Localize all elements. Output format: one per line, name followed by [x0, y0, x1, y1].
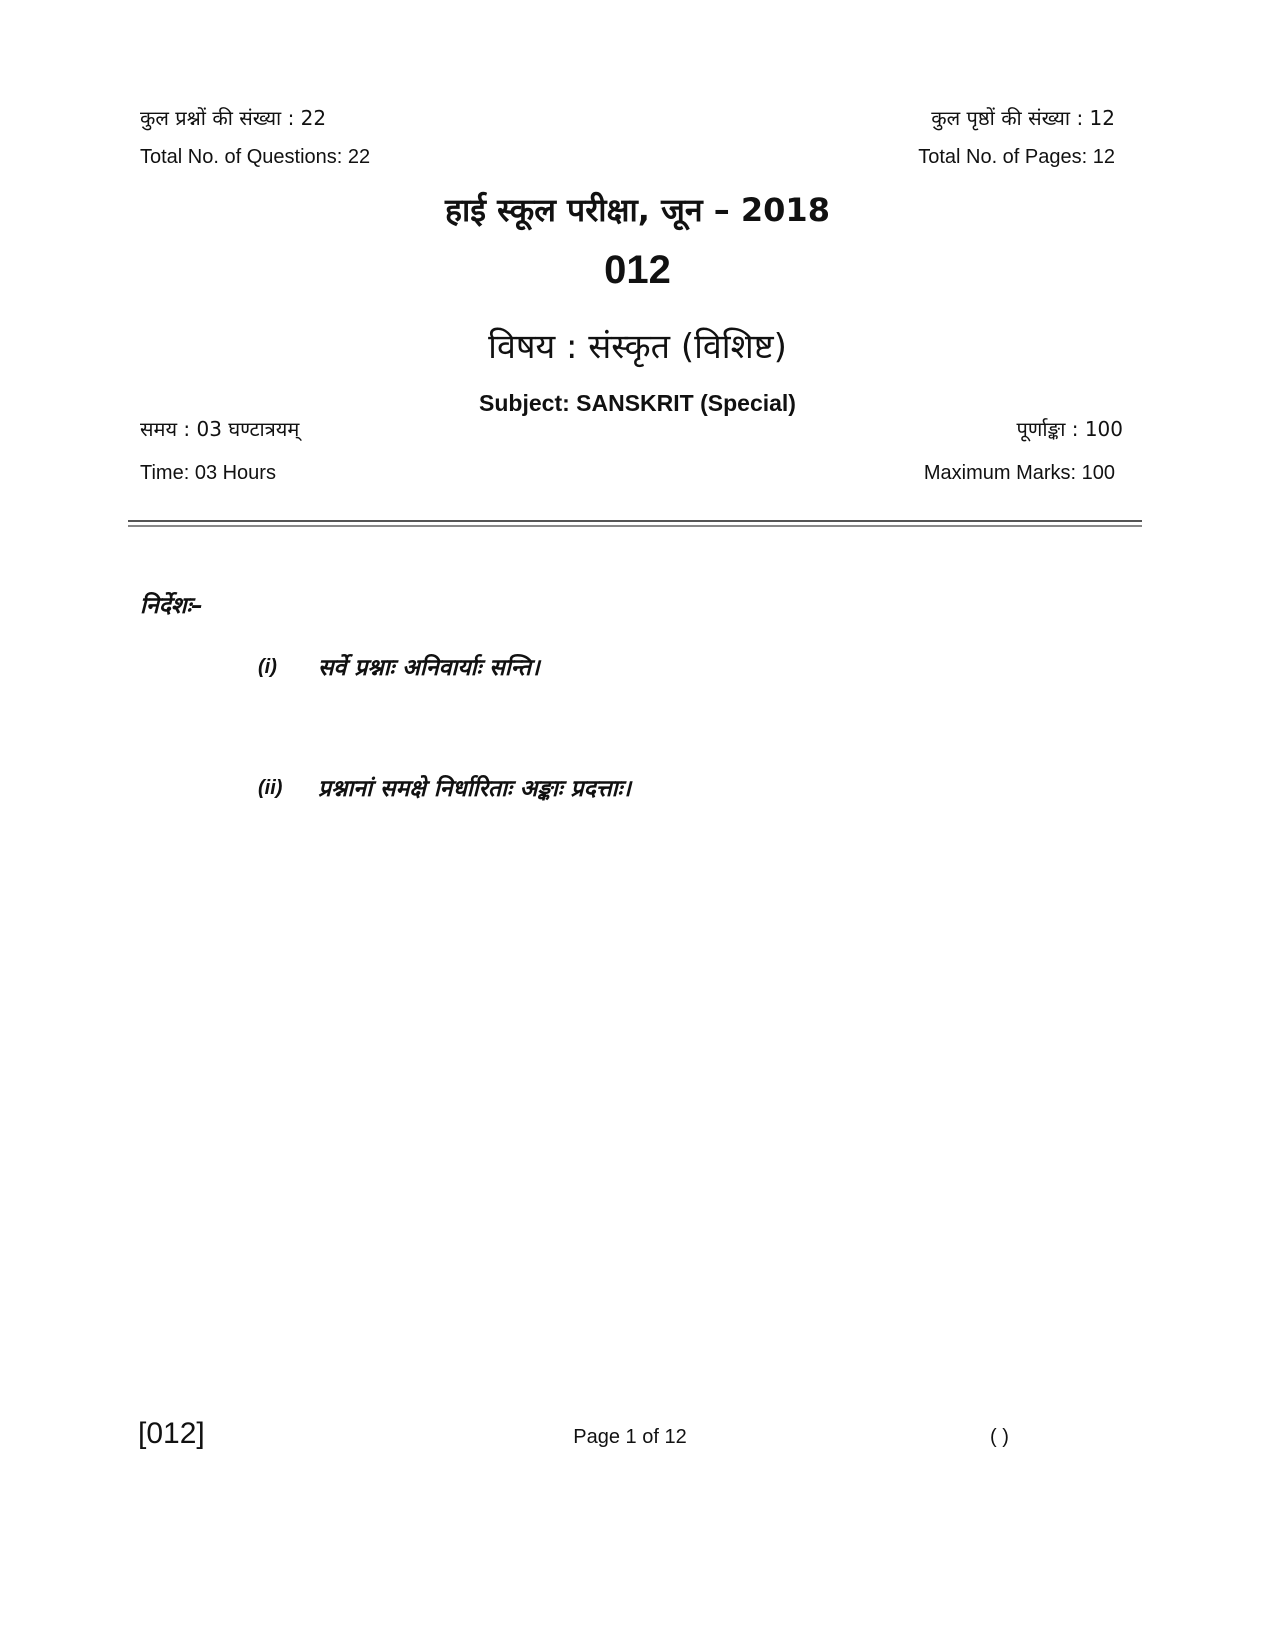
instruction-number-2: (ii) [258, 777, 283, 799]
instruction-number-1: (i) [258, 656, 277, 678]
marks-english: Maximum Marks: 100 [923, 462, 1115, 484]
instruction-text-1: सर्वे प्रश्नाः अनिवार्याः सन्ति। [318, 655, 540, 681]
header-divider-bottom [128, 525, 1142, 527]
footer-paper-code: [012] [138, 1417, 205, 1450]
footer-parentheses: ( ) [990, 1426, 1009, 1448]
total-questions-hindi: कुल प्रश्नों की संख्या : 22 [140, 106, 327, 130]
marks-hindi: पूर्णाङ्का : 100 [1016, 417, 1123, 441]
time-english: Time: 03 Hours [140, 462, 276, 484]
total-questions-english: Total No. of Questions: 22 [140, 146, 371, 168]
exam-title: हाई स्कूल परीक्षा, जून – 2018 [445, 191, 830, 229]
subject-hindi: विषय : संस्कृत (विशिष्ट) [488, 327, 787, 367]
instruction-text-2: प्रश्नानां समक्षे निर्धारिताः अङ्काः प्रदत्ताः। [318, 776, 631, 802]
paper-code: 012 [604, 248, 671, 292]
total-pages-english: Total No. of Pages: 12 [918, 146, 1115, 168]
total-pages-hindi: कुल पृष्ठों की संख्या : 12 [931, 106, 1115, 130]
header-divider-top [128, 520, 1142, 522]
subject-english: Subject: SANSKRIT (Special) [479, 390, 796, 416]
page-number: Page 1 of 12 [573, 1426, 687, 1448]
instructions-heading: निर्देशः– [140, 593, 203, 619]
time-hindi: समय : 03 घण्टात्रयम् [140, 417, 300, 441]
